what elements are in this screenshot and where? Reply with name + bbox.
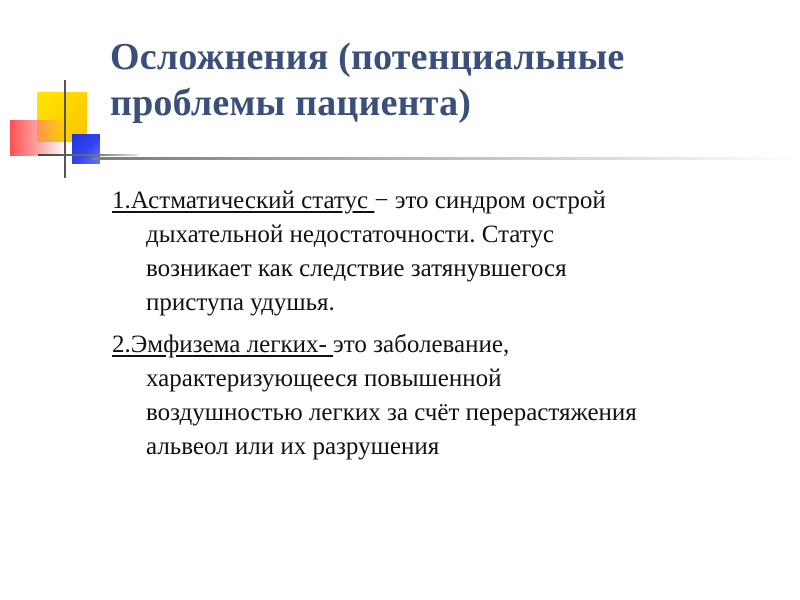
red-square-decoration xyxy=(10,120,66,156)
slide-content xyxy=(112,184,772,472)
title-divider xyxy=(92,157,800,160)
title-line-2: проблемы пациента) xyxy=(110,82,472,124)
item-text: характеризующееся повышенной xyxy=(146,365,502,392)
item-text: дыхательной недостаточности. Статус xyxy=(146,221,554,248)
item-term: 2.Эмфизема легких- xyxy=(112,331,334,358)
decorative-logo xyxy=(0,0,120,190)
horizontal-line-decoration xyxy=(38,154,138,156)
item-text: воздушностью легких за счёт перерастяжения xyxy=(146,399,637,426)
title-line-1: Осложнения (потенциальные xyxy=(110,36,625,78)
list-item-asthmatic-status xyxy=(112,184,772,320)
item-text: альвеол или их разрушения xyxy=(146,433,440,460)
item-text: − это синдром острой xyxy=(374,187,606,214)
item-text: это заболевание, xyxy=(333,331,510,358)
item-text: приступа удушья. xyxy=(146,289,335,316)
item-first-line xyxy=(112,184,772,218)
item-first-line xyxy=(112,328,772,362)
slide-title xyxy=(110,34,780,126)
item-text: возникает как следствие затянувшегося xyxy=(146,255,567,282)
list-item-emphysema xyxy=(112,328,772,464)
item-term: 1.Астматический статус xyxy=(112,187,375,214)
vertical-line-decoration xyxy=(64,80,66,178)
